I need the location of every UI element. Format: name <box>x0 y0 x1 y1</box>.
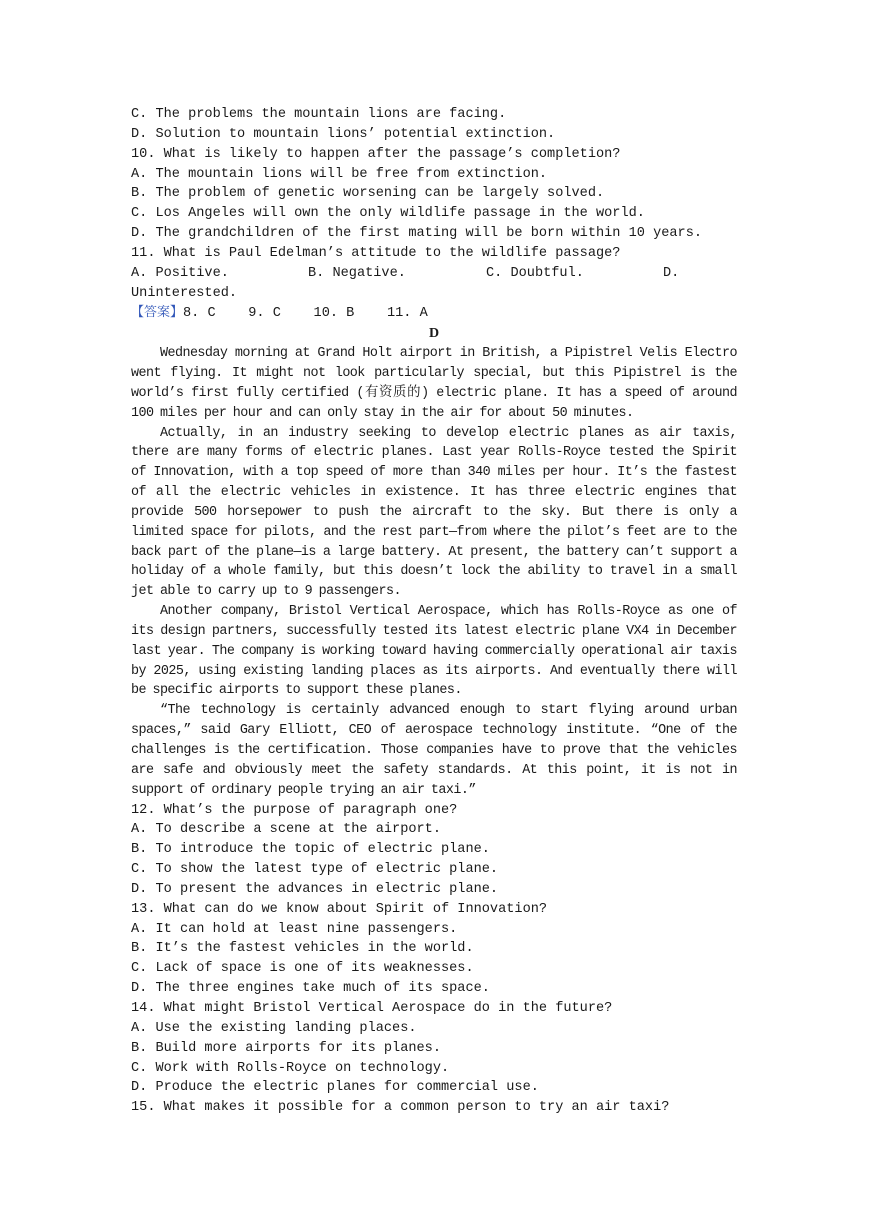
question-13 <box>131 900 737 999</box>
option-11d: D. <box>663 265 680 281</box>
option-10a: A. The mountain lions will be free from extinction. <box>131 166 548 182</box>
answer-key <box>131 303 737 324</box>
question-stem: 13. What can do we know about Spirit of Innovation? <box>131 901 548 917</box>
option-14b: B. Build more airports for its planes. <box>131 1040 441 1056</box>
option-10d: D. The grandchildren of the first mating will be born within 10 years. <box>131 226 703 242</box>
option-11b: B. Negative. <box>308 265 406 281</box>
option-9c: C. The problems the mountain lions are facing. <box>131 107 507 122</box>
question-10 <box>131 145 737 244</box>
section-title: D <box>428 326 440 342</box>
question-9-tail <box>131 105 737 145</box>
option-14c: C. Work with Rolls-Royce on technology. <box>131 1060 450 1076</box>
question-stem: 12. What’s the purpose of paragraph one? <box>131 802 458 818</box>
answer-tag: 【答案】 <box>131 305 184 321</box>
question-stem: 10. What is likely to happen after the passage’s completion? <box>131 146 621 162</box>
option-13b: B. It’s the fastest vehicles in the world. <box>131 941 474 957</box>
option-9d: D. Solution to mountain lions’ potential extinction. <box>131 126 556 142</box>
option-12c: C. To show the latest type of electric plane. <box>131 862 499 878</box>
option-10c: C. Los Angeles will own the only wildlife passage in the world. <box>131 206 645 222</box>
question-11 <box>131 244 737 304</box>
question-stem: 15. What makes it possible for a common person to try an air taxi? <box>131 1100 670 1116</box>
question-15 <box>131 1098 737 1118</box>
option-14a: A. Use the existing landing places. <box>131 1020 417 1036</box>
passage-paragraph-2: Actually, in an industry seeking to develop electric planes as air taxis, there are many forms of electric planes. Last year Rolls-Royce tested the Spirit of Innovation, with a top speed of more than 340 miles per hour. It’s the fastest of all the electric vehicles in existence. It has three electric engines that provide 500 horsepower to push the aircraft to the sky. But there is only a limited space for pilots, and the rest part—from where the pilot’s feet are to the back part of the plane—is a large battery. At present, the battery can’t support a holiday of a whole family, but this doesn’t lock the ability to travel in a small jet able to carry up to 9 passengers. <box>131 425 737 600</box>
options-row <box>131 264 737 284</box>
option-13c: C. Lack of space is one of its weaknesses. <box>131 961 474 977</box>
question-stem: 11. What is Paul Edelman’s attitude to the wildlife passage? <box>131 245 621 261</box>
option-11c: C. Doubtful. <box>486 265 584 281</box>
question-12 <box>131 801 737 900</box>
option-12a: A. To describe a scene at the airport. <box>131 822 441 838</box>
document-page <box>131 105 737 1118</box>
passage-paragraph-4: “The technology is certainly advanced enough to start flying around urban spaces,” said Gary Elliott, CEO of aerospace technology institute. “One of the challenges is the certification. Those companies have to prove that the vehicles are safe and obviously meet the safety standards. At this point, it is not in support of ordinary people trying an air taxi.” <box>131 703 737 798</box>
option-11d-continued: Uninterested. <box>131 285 238 301</box>
option-12d: D. To present the advances in electric plane. <box>131 881 499 897</box>
answer-text: 8. C 9. C 10. B 11. A <box>183 306 428 322</box>
passage-paragraph-3: Another company, Bristol Vertical Aerospace, which has Rolls-Royce as one of its design partners, successfully tested its latest electric plane VX4 in December last year. The company is working toward having commercially operational air taxis by 2025, using existing landing places as its airports. And eventually there will be specific airports to support these planes. <box>131 604 737 699</box>
question-14 <box>131 999 737 1098</box>
option-12b: B. To introduce the topic of electric plane. <box>131 842 490 858</box>
passage-paragraph-1: Wednesday morning at Grand Holt airport in British, a Pipistrel Velis Electro went flying. It might not look particularly special, but this Pipistrel is the world’s first fully certified (有资质的) electric plane. It has a speed of around 100 miles per hour and can only stay in the air for about 50 minutes. <box>131 346 737 421</box>
option-10b: B. The problem of genetic worsening can be largely solved. <box>131 186 605 202</box>
question-stem: 14. What might Bristol Vertical Aerospace do in the future? <box>131 1000 613 1016</box>
option-11a: A. Positive. <box>131 265 229 281</box>
option-13a: A. It can hold at least nine passengers. <box>131 921 458 937</box>
option-14d: D. Produce the electric planes for commercial use. <box>131 1080 539 1096</box>
option-13d: D. The three engines take much of its space. <box>131 981 490 997</box>
